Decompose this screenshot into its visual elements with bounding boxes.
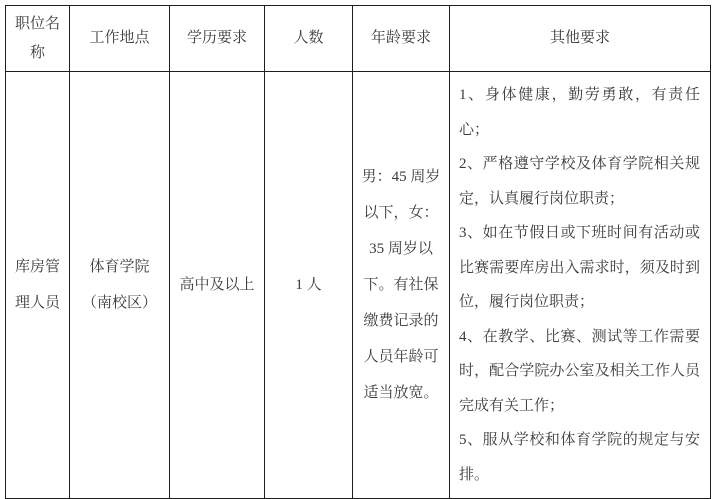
header-age: 年龄要求 bbox=[353, 6, 450, 72]
cell-education: 高中及以上 bbox=[170, 72, 265, 499]
requirement-item: 2、严格遵守学校及体育学院相关规定，认真履行岗位职责； bbox=[459, 156, 700, 207]
recruitment-table bbox=[5, 5, 711, 499]
header-row bbox=[6, 6, 711, 72]
requirement-item: 5、服从学校和体育学院的规定与安排。 bbox=[459, 432, 700, 483]
cell-age-requirement: 男：45 周岁以下，女：35 周岁以下。有社保缴费记录的人员年龄可适当放宽。 bbox=[353, 72, 450, 499]
header-position: 职位名称 bbox=[6, 6, 70, 72]
table-row bbox=[6, 72, 711, 499]
cell-location: 体育学院（南校区） bbox=[70, 72, 170, 499]
cell-headcount: 1 人 bbox=[265, 72, 353, 499]
requirement-item: 4、在教学、比赛、测试等工作需要时，配合学院办公室及相关工作人员完成有关工作； bbox=[459, 328, 700, 414]
header-location: 工作地点 bbox=[70, 6, 170, 72]
header-other: 其他要求 bbox=[450, 6, 711, 72]
requirement-item: 3、如在节假日或下班时间有活动或比赛需要库房出入需求时，须及时到位，履行岗位职责； bbox=[459, 225, 700, 310]
cell-position: 库房管理人员 bbox=[6, 72, 70, 499]
header-education: 学历要求 bbox=[170, 6, 265, 72]
requirement-item: 1、身体健康，勤劳勇敢，有责任心； bbox=[459, 87, 700, 138]
cell-other-requirements bbox=[450, 72, 711, 499]
header-headcount: 人数 bbox=[265, 6, 353, 72]
